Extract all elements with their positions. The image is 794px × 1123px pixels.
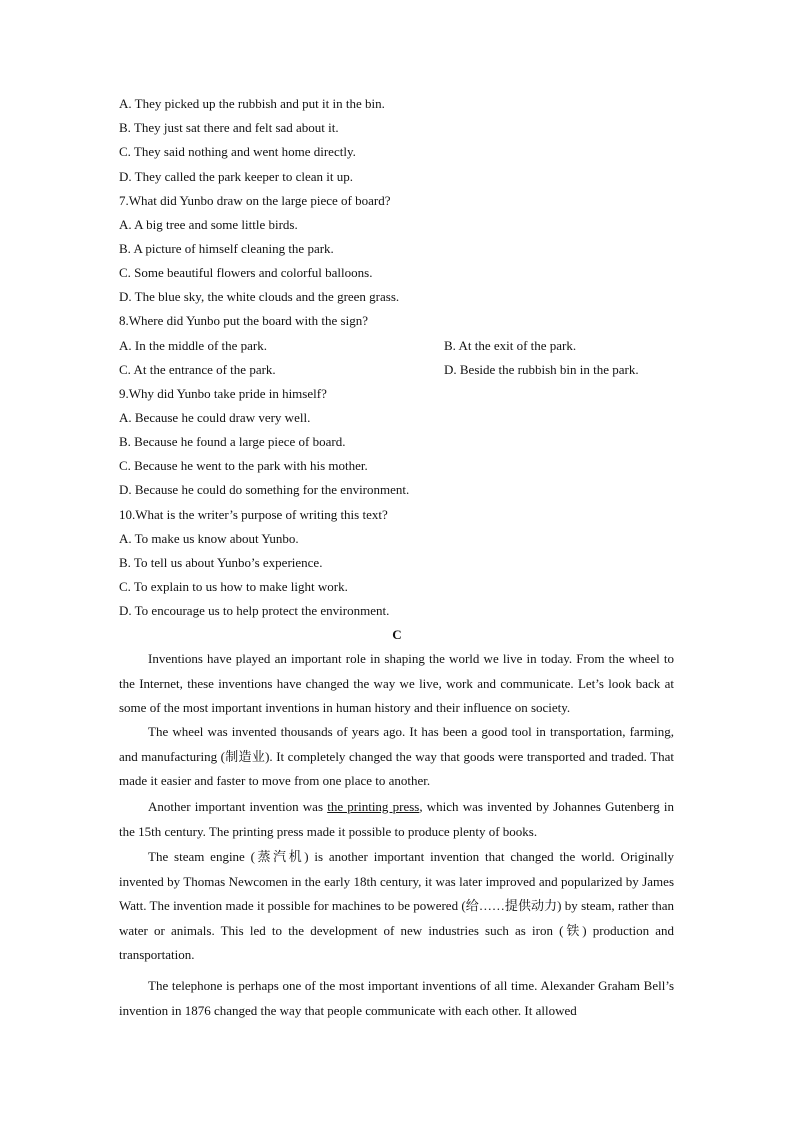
q8-option-d: D. Beside the rubbish bin in the park. bbox=[444, 362, 639, 377]
q9-option-c: C. Because he went to the park with his mother. bbox=[119, 458, 368, 473]
underlined-term: the printing press bbox=[327, 799, 420, 814]
passage-paragraph-4: The steam engine (蒸汽机) is another important invention that changed the world. Originally invented by Thomas Newcomen in the early 18th century, it was later improved and popularized by James Watt. The invention made it possible for machines to be powered (给……提供动力) by steam, rather than water or animals. This led to the development of new industries such as iron (铁) production and transportation. bbox=[119, 849, 674, 963]
q8-option-a: A. In the middle of the park. bbox=[119, 338, 268, 353]
q8-question: 8.Where did Yunbo put the board with the sign? bbox=[119, 313, 368, 328]
q7-question: 7.What did Yunbo draw on the large piece of board? bbox=[119, 193, 391, 208]
q9-question: 9.Why did Yunbo take pride in himself? bbox=[119, 386, 327, 401]
q7-option-d: D. The blue sky, the white clouds and the green grass. bbox=[119, 289, 400, 304]
q10-option-a: A. To make us know about Yunbo. bbox=[119, 531, 299, 546]
q6-option-b: B. They just sat there and felt sad about it. bbox=[119, 120, 339, 135]
paragraph-3-text-start: Another important invention was bbox=[148, 799, 328, 814]
q8-option-b: B. At the exit of the park. bbox=[444, 338, 577, 353]
q6-option-c: C. They said nothing and went home directly. bbox=[119, 144, 356, 159]
q10-question: 10.What is the writer’s purpose of writing this text? bbox=[119, 507, 388, 522]
section-heading: C bbox=[392, 627, 402, 642]
q7-option-c: C. Some beautiful flowers and colorful balloons. bbox=[119, 265, 373, 280]
q8-option-c: C. At the entrance of the park. bbox=[119, 362, 276, 377]
q7-option-a: A. A big tree and some little birds. bbox=[119, 217, 298, 232]
q10-option-b: B. To tell us about Yunbo’s experience. bbox=[119, 555, 323, 570]
q6-option-d: D. They called the park keeper to clean it up. bbox=[119, 169, 354, 184]
q10-option-d: D. To encourage us to help protect the environment. bbox=[119, 603, 390, 618]
passage-paragraph-1: Inventions have played an important role in shaping the world we live in today. From the wheel to the Internet, these inventions have changed the way we live, work and communicate. Let’s look back at some of the most important inventions in human history and their influence on society. bbox=[119, 651, 674, 716]
passage-paragraph-5: The telephone is perhaps one of the most important inventions of all time. Alexander Graham Bell’s invention in 1876 changed the way that people communicate with each other. It allowed bbox=[119, 978, 674, 1018]
q9-option-b: B. Because he found a large piece of board. bbox=[119, 434, 346, 449]
q9-option-a: A. Because he could draw very well. bbox=[119, 410, 311, 425]
q9-option-d: D. Because he could do something for the environment. bbox=[119, 482, 410, 497]
q10-option-c: C. To explain to us how to make light work. bbox=[119, 579, 348, 594]
q6-option-a: A. They picked up the rubbish and put it in the bin. bbox=[119, 96, 385, 111]
q7-option-b: B. A picture of himself cleaning the park. bbox=[119, 241, 334, 256]
paragraph-3-text-end: , which was invented by Johannes Gutenberg in the 15th century. The printing press made it possible to produce plenty of books. bbox=[119, 799, 675, 839]
passage-paragraph-3 bbox=[119, 795, 674, 844]
passage-paragraph-2: The wheel was invented thousands of years ago. It has been a good tool in transportation, farming, and manufacturing (制造业). It completely changed the way that goods were transported and traded. That made it easier and faster to move from one place to another. bbox=[119, 724, 674, 789]
